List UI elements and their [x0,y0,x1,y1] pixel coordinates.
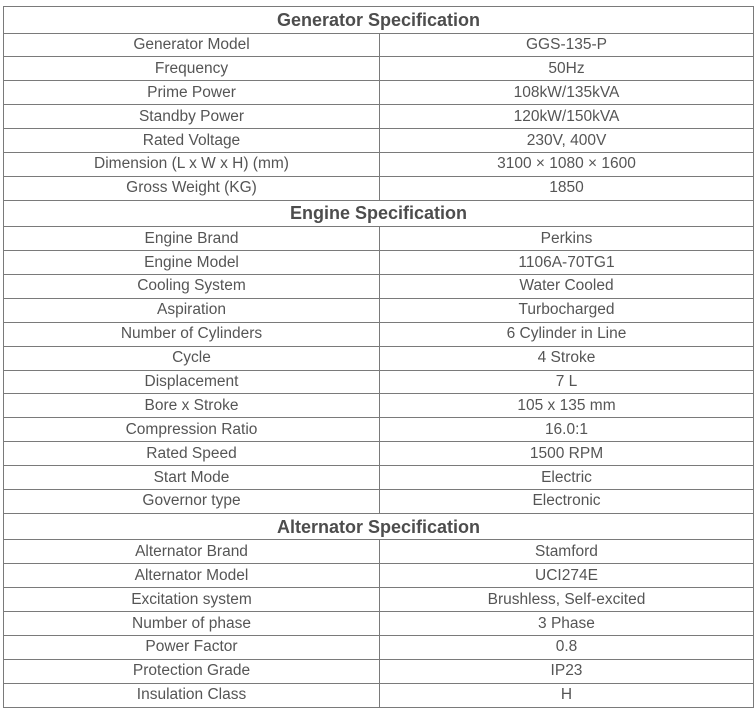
spec-label: Cooling System [4,275,380,299]
section-header-generator-specification [4,7,754,34]
spec-label: Rated Voltage [4,129,380,153]
section-title: Generator Specification [4,7,754,34]
spec-label: Bore x Stroke [4,394,380,418]
spec-value: 105 x 135 mm [380,394,754,418]
spec-value: 120kW/150kVA [380,105,754,129]
spec-label: Engine Brand [4,227,380,251]
spec-label: Gross Weight (KG) [4,176,380,200]
table-row [4,442,754,466]
spec-value: Turbocharged [380,298,754,322]
spec-label: Aspiration [4,298,380,322]
table-row [4,612,754,636]
spec-value: 1106A-70TG1 [380,251,754,275]
spec-label: Displacement [4,370,380,394]
spec-value: Stamford [380,540,754,564]
spec-value: 1850 [380,176,754,200]
spec-label: Start Mode [4,466,380,490]
table-row [4,466,754,490]
spec-label: Engine Model [4,251,380,275]
table-row [4,33,754,57]
table-row [4,105,754,129]
spec-value: 50Hz [380,57,754,81]
spec-value: 0.8 [380,635,754,659]
table-row [4,588,754,612]
table-row [4,298,754,322]
spec-value: 6 Cylinder in Line [380,322,754,346]
spec-label: Frequency [4,57,380,81]
spec-label: Compression Ratio [4,418,380,442]
spec-value: Brushless, Self-excited [380,588,754,612]
spec-label: Generator Model [4,33,380,57]
table-row [4,370,754,394]
table-row [4,683,754,707]
table-row [4,275,754,299]
table-row [4,176,754,200]
spec-value: 1500 RPM [380,442,754,466]
spec-label: Insulation Class [4,683,380,707]
spec-label: Alternator Model [4,564,380,588]
spec-label: Alternator Brand [4,540,380,564]
spec-value: 3100 × 1080 × 1600 [380,152,754,176]
spec-label: Dimension (L x W x H) (mm) [4,152,380,176]
section-title: Engine Specification [4,200,754,227]
table-row [4,251,754,275]
spec-table-body [4,7,754,708]
spec-value: Electronic [380,490,754,514]
spec-label: Cycle [4,346,380,370]
spec-value: 108kW/135kVA [380,81,754,105]
spec-label: Rated Speed [4,442,380,466]
table-row [4,81,754,105]
spec-value: IP23 [380,659,754,683]
table-row [4,394,754,418]
spec-label: Excitation system [4,588,380,612]
spec-value: Water Cooled [380,275,754,299]
spec-label: Power Factor [4,635,380,659]
spec-label: Number of phase [4,612,380,636]
spec-value: Perkins [380,227,754,251]
section-title: Alternator Specification [4,513,754,540]
spec-label: Prime Power [4,81,380,105]
table-row [4,540,754,564]
spec-value: UCI274E [380,564,754,588]
table-row [4,418,754,442]
spec-value: 3 Phase [380,612,754,636]
spec-label: Standby Power [4,105,380,129]
spec-value: 16.0:1 [380,418,754,442]
table-row [4,152,754,176]
spec-value: 230V, 400V [380,129,754,153]
table-row [4,57,754,81]
spec-value: Electric [380,466,754,490]
table-row [4,227,754,251]
section-header-engine-specification [4,200,754,227]
spec-label: Number of Cylinders [4,322,380,346]
table-row [4,659,754,683]
table-row [4,635,754,659]
spec-table [3,6,754,708]
table-row [4,129,754,153]
spec-label: Protection Grade [4,659,380,683]
spec-label: Governor type [4,490,380,514]
table-row [4,322,754,346]
spec-value: 4 Stroke [380,346,754,370]
table-row [4,490,754,514]
spec-value: H [380,683,754,707]
spec-value: GGS-135-P [380,33,754,57]
section-header-alternator-specification [4,513,754,540]
table-row [4,564,754,588]
spec-value: 7 L [380,370,754,394]
table-row [4,346,754,370]
